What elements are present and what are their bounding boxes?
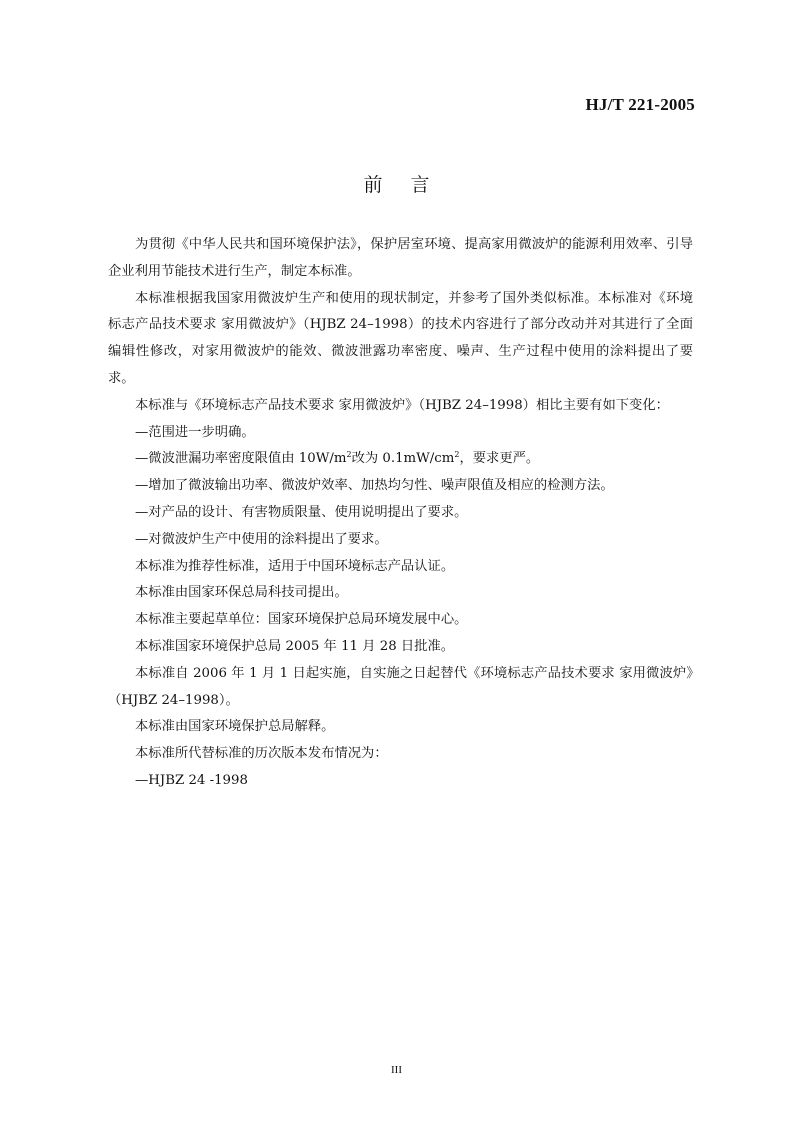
statement-proposed-by: 本标准由国家环保总局科技司提出。 (135, 585, 348, 601)
change-leakage-middle: 改为 0.1mW/cm (351, 451, 455, 467)
statement-drafting-unit: 本标准主要起草单位：国家环境保护总局环境发展中心。 (135, 612, 468, 628)
statement-approval: 本标准国家环境保护总局 2005 年 11 月 28 日批准。 (135, 638, 455, 654)
change-leakage-prefix: —微波泄漏功率密度限值由 10W/m (135, 451, 347, 467)
change-item-design: —对产品的设计、有害物质限量、使用说明提出了要求。 (135, 504, 468, 520)
foreword-body (108, 232, 693, 795)
superscript-exponent: 2 (454, 450, 460, 460)
page-title: 前言 (363, 174, 458, 196)
change-leakage-suffix: ，要求更严。 (459, 451, 540, 467)
statement-effective-date: 本标准自 2006 年 1 月 1 日起实施，自实施之日起替代《环境标志产品技术要求 家用微波炉》（HJBZ 24–1998）。 (108, 665, 693, 708)
change-item-scope: —范围进一步明确。 (135, 424, 255, 440)
change-item-tests: —增加了微波输出功率、微波炉效率、加热均匀性、噪声限值及相应的检测方法。 (135, 478, 614, 494)
superscript-exponent: 2 (346, 450, 352, 460)
paragraph-basis: 本标准根据我国家用微波炉生产和使用的现状制定，并参考了国外类似标准。本标准对《环境标志产品技术要求 家用微波炉》（HJBZ 24–1998）的技术内容进行了部分改动并对其进行了全面编辑性修改，对家用微波炉的能效、微波泄露功率密度、噪声、生产过程中使用的涂料提出了要求。 (108, 290, 693, 386)
statement-interpretation: 本标准由国家环境保护总局解释。 (135, 719, 335, 735)
standard-code: HJ/T 221-2005 (585, 95, 695, 114)
change-item-leakage (108, 446, 693, 473)
change-item-coatings: —对微波炉生产中使用的涂料提出了要求。 (135, 531, 388, 547)
statement-recommended: 本标准为推荐性标准，适用于中国环境标志产品认证。 (135, 558, 455, 574)
history-item: —HJBZ 24 -1998 (135, 772, 248, 788)
paragraph-purpose: 为贯彻《中华人民共和国环境保护法》，保护居室环境、提高家用微波炉的能源利用效率、引导企业利用节能技术进行生产，制定本标准。 (108, 237, 693, 279)
paragraph-changes-intro: 本标准与《环境标志产品技术要求 家用微波炉》（HJBZ 24–1998）相比主要有如下变化： (135, 397, 669, 413)
statement-history-intro: 本标准所代替标准的历次版本发布情况为： (135, 746, 388, 762)
page-number: III (391, 1064, 402, 1076)
